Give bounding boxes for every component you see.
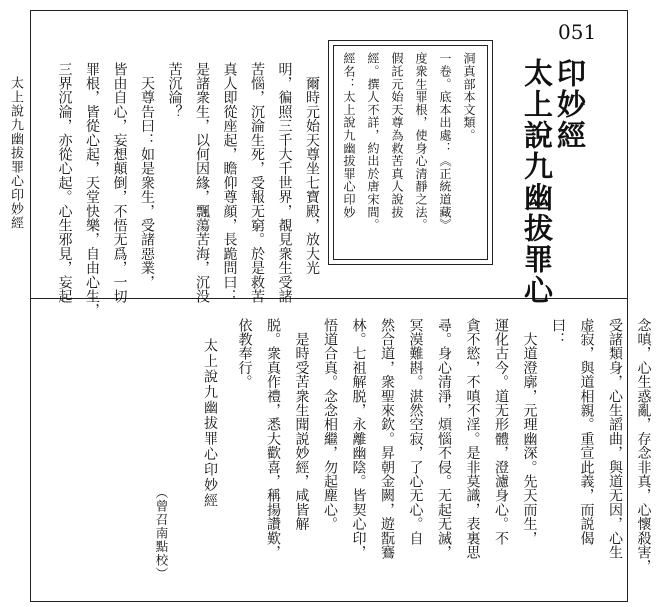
text-column: 大道澄廓，元理幽深。先天而生， [521,318,538,546]
text-column: 虚寂，與道相親。重宣此義，而説偈 [578,318,595,546]
scripture-title: 印妙經 太上說九幽拔罪心 [520,58,587,306]
text-column: 爾時元始天尊坐七寶殿，放大光 [304,62,320,275]
colophon-title: 太上說九幽拔罪心印妙經 [202,338,218,509]
text-column: 然合道，衆聖來欽。昇朝金闕，遊翫鶱 [379,318,395,560]
info-line: 經名：太上說九幽拔罪心印妙 [342,52,356,219]
text-column: 冥漠難斟。湛然空寂，了心无心。自 [407,318,424,546]
text-column: 林。七祖解脱，永離幽陰。皆契心印， [350,318,367,560]
text-column: 尋。身心清淨，煩惱不侵。无起无滅， [436,318,452,560]
text-column: 苦惱，沉淪生死，受報无窮。於是救苦 [249,62,265,304]
text-column: 罪根，皆從心起，天堂快樂，自由心生， [84,62,100,318]
text-column: 運化古今。道无形體，澄濾身心。不 [493,318,509,546]
scripture-number: 051 [558,20,597,44]
text-column: 悟道合真。念念相繼，勿起塵心。 [322,318,338,531]
text-column: 天尊告曰：如是衆生，受諸惡業， [139,62,155,290]
text-column: 曰： [550,318,566,347]
body-text-lower [230,318,658,574]
info-line: 度衆生罪根，使身心清靜之法。 [414,52,428,232]
text-column: 貪不慾，不嗔不淫。是非莫識，表裏思 [464,318,481,560]
info-line: 假託元始天尊為救苦真人說拔 [390,52,404,219]
proofreader-credit: （曾召南點校） [154,486,169,581]
text-column: 依教奉行。 [236,318,253,389]
text-column: 是諸衆生，以何因緣，飄蕩苦海，沉没 [194,62,210,304]
info-line: 一卷。底本出處：《正統道藏》 [438,52,452,232]
text-column: 苦沉淪？ [166,62,183,119]
text-column: 三界沉淪，亦從心起。心生邪見，妄起 [56,62,73,304]
text-column: 受諸類身，心生謟曲，與道无因，心生 [607,318,623,560]
text-column: 皆由自心，妄想顛倒，不悟无爲，一切 [111,62,128,304]
text-column: 明，徧照三千大千世界，覩見衆生受諸 [276,62,293,304]
running-head: 太上說九幽拔罪心印妙經 [8,76,23,230]
text-column: 脱。衆真作禮，悉大歡喜，稱揚讚歎， [265,318,281,560]
text-column: 是時受苦衆生聞説妙經，咸皆解 [293,318,310,531]
info-line: 洞真部本文類。 [462,52,476,142]
text-column: 真人即從座起，瞻仰尊顔，長跪問曰： [221,62,238,304]
body-text-upper [50,62,325,318]
info-line: 經。撰人不詳，約出於唐宋間。 [366,52,380,232]
text-column: 念嗔，心生惑亂，存念非真，心懷殺害， [635,318,652,574]
info-box-text [337,52,481,258]
